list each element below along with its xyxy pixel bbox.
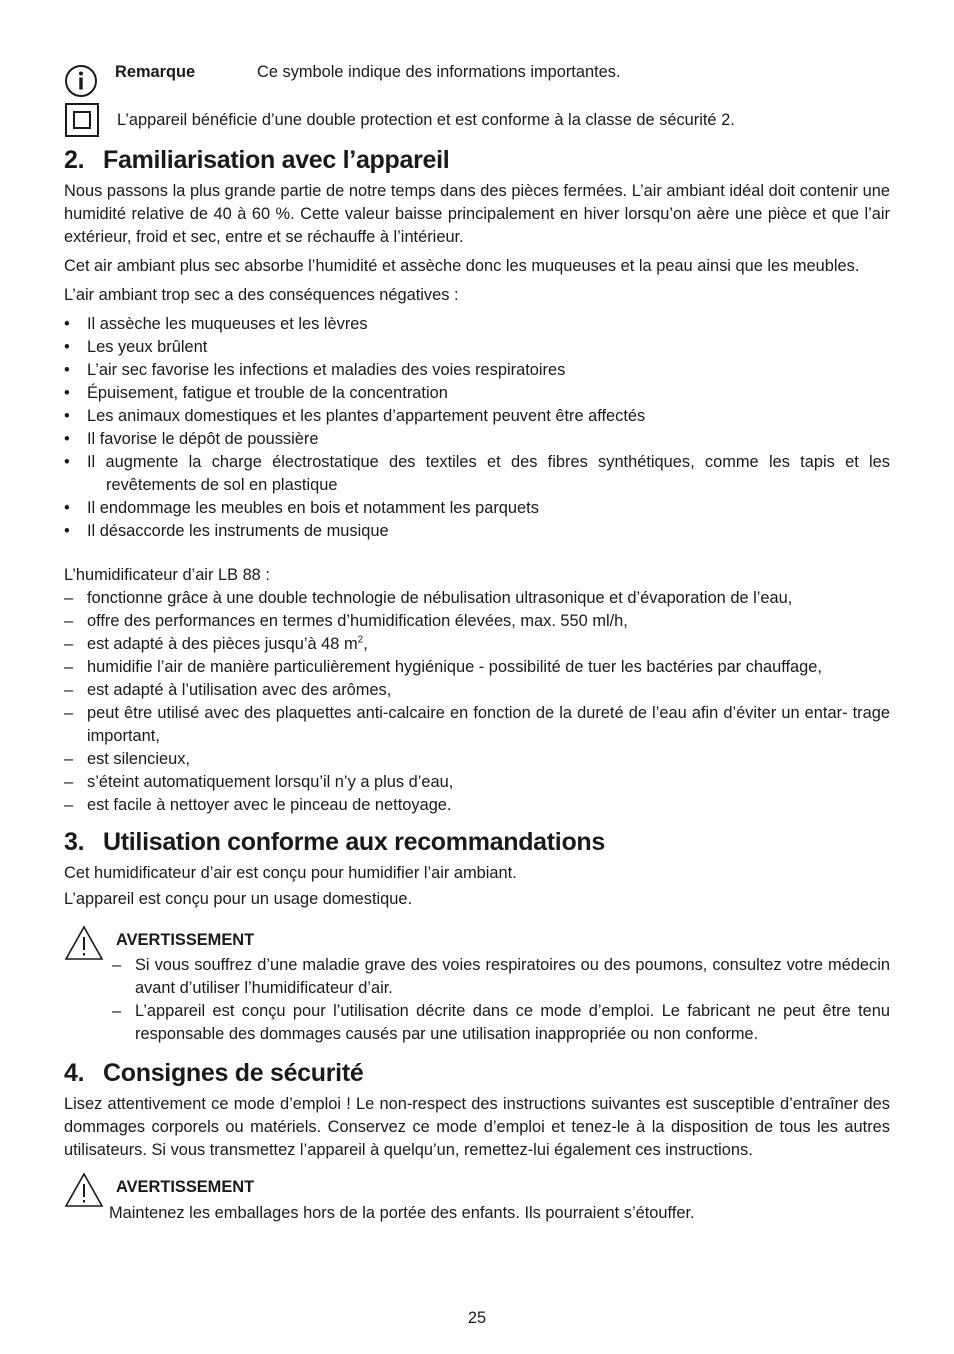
dash-mark: – [64,635,74,653]
double-insulation-icon [65,103,99,137]
section-3-title: Utilisation conforme aux recommandations [103,828,605,856]
section-4-heading [64,1058,363,1088]
page-number: 25 [467,1309,487,1327]
bullet-mark: • [64,453,70,471]
list-item: • Il augmente la charge électrostatique des textiles et des fibres synthétiques, comme les tapis et les revêtements de sol en plastique [64,453,890,494]
list-item: • Il endommage les meubles en bois et notamment les parquets [64,497,890,520]
dash-mark: – [112,1002,122,1020]
section-2-paragraph-3: L’air ambiant trop sec a des conséquences négatives : [64,286,459,304]
dash-mark: – [64,704,74,722]
list-item: • Les yeux brûlent [64,336,890,359]
list-item: – est adapté à des pièces jusqu’à 48 $m^2$, [64,633,890,656]
features-dash-list [64,587,890,817]
info-icon [64,64,98,98]
section-3-warning-list [112,954,890,1046]
list-item: • L’air sec favorise les infections et maladies des voies respiratoires [64,359,890,382]
list-item: – est silencieux, [64,748,890,771]
list-item: • Il favorise le dépôt de poussière [64,428,890,451]
list-item: • Il assèche les muqueuses et les lèvres [64,313,890,336]
list-item: – peut être utilisé avec des plaquettes anti-calcaire en fonction de la dureté de l’eau afin d’éviter un entar- trage important, [64,704,890,745]
section-2-title: Familiarisation avec l’appareil [103,146,450,174]
list-item: • Les animaux domestiques et les plantes d’appartement peuvent être affectés [64,405,890,428]
list-item: – L’appareil est conçu pour l’utilisation décrite dans ce mode d’emploi. Le fabricant ne peut être tenu responsable des dommages causés par une utilisation inappropriée ou non conforme. [112,1002,890,1043]
bullet-mark: • [64,499,70,517]
list-item: – Si vous souffrez d’une maladie grave des voies respiratoires ou des poumons, consultez votre médecin avant d’utiliser l’humidificateur d’air. [112,956,890,997]
bullet-mark: • [64,361,70,379]
list-item: – offre des performances en termes d’humidification élevées, max. 550 ml/h, [64,610,890,633]
list-item: – est facile à nettoyer avec le pinceau de nettoyage. [64,794,890,817]
section-4-warning-label: AVERTISSEMENT [116,1178,255,1196]
warning-triangle-icon [64,925,104,961]
section-4-paragraph-1: Lisez attentivement ce mode d’emploi ! Le non-respect des instructions suivantes est susceptible d’entraîner des dommages corporels ou matériels. Conservez ce mode d’emploi et tenez-le à la disposition de tous les autres utilisateurs. Si vous transmettez l’appareil à quelqu’un, remettez-lui également ces instructions. [64,1095,890,1159]
dash-mark: – [64,750,74,768]
section-2-paragraph-1: Nous passons la plus grande partie de notre temps dans des pièces fermées. L’air ambiant idéal doit contenir une humidité relative de 40 à 60 %. Cette valeur baisse principalement en hiver lorsqu’on aère une pièce et que l’air extérieur, froid et sec, entre et se réchauffe à l’intérieur. [64,182,890,246]
list-item: – fonctionne grâce à une double technologie de nébulisation ultrasonique et d’évaporation de l’eau, [64,587,890,610]
effects-bullet-list [64,313,890,543]
bullet-mark: • [64,384,70,402]
superscript: 2 [357,634,364,646]
dash-mark: – [64,589,74,607]
bullet-mark: • [64,315,70,333]
dash-mark: – [64,681,74,699]
bullet-mark: • [64,522,70,540]
dash-mark: – [64,773,74,791]
dash-mark: – [64,658,74,676]
dash-mark: – [64,612,74,630]
remark-label: Remarque [115,63,196,81]
bullet-mark: • [64,407,70,425]
remark-text: Ce symbole indique des informations importantes. [257,63,621,81]
list-item: – est adapté à l’utilisation avec des arômes, [64,679,890,702]
class2-text: L’appareil bénéficie d’une double protection et est conforme à la classe de sécurité 2. [117,111,735,129]
dash-mark: – [112,956,122,974]
section-3-number: 3. [64,828,85,856]
dash-mark: – [64,796,74,814]
warning-triangle-icon [64,1172,104,1208]
list-item: – humidifie l’air de manière particulièrement hygiénique - possibilité de tuer les bactéries par chauffage, [64,656,890,679]
bullet-mark: • [64,430,70,448]
section-2-paragraph-2: Cet air ambiant plus sec absorbe l’humidité et assèche donc les muqueuses et la peau ainsi que les meubles. [64,257,860,275]
section-3-heading [64,827,605,857]
section-3-paragraph-1: Cet humidificateur d’air est conçu pour humidifier l’air ambiant. [64,864,517,882]
section-4-warning-text: Maintenez les emballages hors de la portée des enfants. Ils pourraient s’étouffer. [109,1204,695,1222]
section-3-paragraph-2: L’appareil est conçu pour un usage domestique. [64,890,413,908]
section-4-number: 4. [64,1059,85,1087]
section-4-title: Consignes de sécurité [103,1059,364,1087]
section-2-heading [64,145,449,175]
list-item: – s’éteint automatiquement lorsqu’il n’y a plus d’eau, [64,771,890,794]
list-item: • Il désaccorde les instruments de musique [64,520,890,543]
section-2-intro-lb88: L’humidificateur d’air LB 88 : [64,566,270,584]
list-item: • Épuisement, fatigue et trouble de la concentration [64,382,890,405]
section-3-warning-label: AVERTISSEMENT [116,931,255,949]
bullet-mark: • [64,338,70,356]
section-2-number: 2. [64,146,85,174]
